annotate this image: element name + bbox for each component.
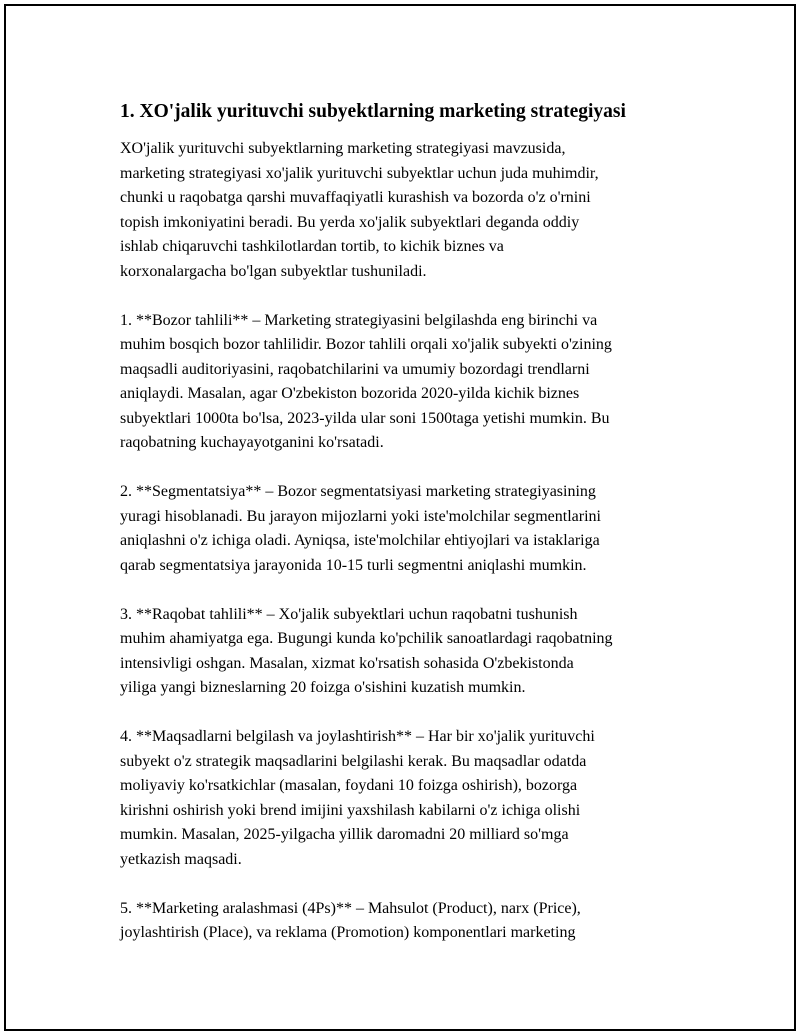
intro-paragraph: XO'jalik yurituvchi subyektlarning marketing strategiyasi mavzusida, marketing strategiyasi xo'jalik yurituvchi subyektlar uchun juda muhimdir, chunki u raqobatga qarshi muvaffaqiyatli kurashish va bozorda o'z o'rnini topish imkoniyatini beradi. Bu yerda xo'jalik subyektlari deganda oddiy ishlab chiqaruvchi tashkilotlardan tortib, to kichik biznes va korxonalargacha bo'lgan subyektlar tushuniladi. <box>120 140 599 280</box>
paragraph-market-analysis: 1. **Bozor tahlili** – Marketing strategiyasini belgilashda eng birinchi va muhim bosqich bozor tahlilidir. Bozor tahlili orqali xo'jalik subyekti o'zining maqsadli auditoriyasini, raqobatchilarini va umumiy bozordagi trendlarni aniqlaydi. Masalan, agar O'zbekiston bozorida 2020-yilda kichik biznes subyektlari 1000ta bo'lsa, 2023-yilda ular soni 1500taga yetishi mumkin. Bu raqobatning kuchayayotganini ko'rsatadi. <box>120 311 612 451</box>
paragraph-segmentation: 2. **Segmentatsiya** – Bozor segmentatsiyasi marketing strategiyasining yuragi hisoblanadi. Bu jarayon mijozlarni yoki iste'molchilar segmentlarini aniqlashni o'z ichiga oladi. Ayniqsa, iste'molchilar ehtiyojlari va istaklariga qarab segmentatsiya jarayonida 10-15 turli segmentni aniqlashi mumkin. <box>120 483 601 574</box>
document-title: 1. XO'jalik yurituvchi subyektlarning marketing strategiyasi <box>120 101 626 122</box>
page-frame <box>4 4 796 1031</box>
paragraph-competition-analysis: 3. **Raqobat tahlili** – Xo'jalik subyektlari uchun raqobatni tushunish muhim ahamiyatga ega. Bugungi kunda ko'pchilik sanoatlardagi raqobatning intensivligi oshgan. Masalan, xizmat ko'rsatish sohasida O'zbekistonda yiliga yangi bizneslarning 20 foizga o'sishini kuzatish mumkin. <box>120 605 613 696</box>
paragraph-marketing-mix: 5. **Marketing aralashmasi (4Ps)** – Mahsulot (Product), narx (Price), joylashtirish (Place), va reklama (Promotion) komponentlari marketing <box>120 899 581 941</box>
paragraph-goal-setting: 4. **Maqsadlarni belgilash va joylashtirish** – Har bir xo'jalik yurituvchi subyekt o'z strategik maqsadlarini belgilashi kerak. Bu maqsadlar odatda moliyaviy ko'rsatkichlar (masalan, foydani 10 foizga oshirish), bozorga kirishni oshirish yoki brend imijini yaxshilash kabilarni o'z ichiga olishi mumkin. Masalan, 2025-yilgacha yillik daromadni 20 milliard so'mga yetkazish maqsadi. <box>120 728 595 868</box>
document-body <box>120 98 690 970</box>
